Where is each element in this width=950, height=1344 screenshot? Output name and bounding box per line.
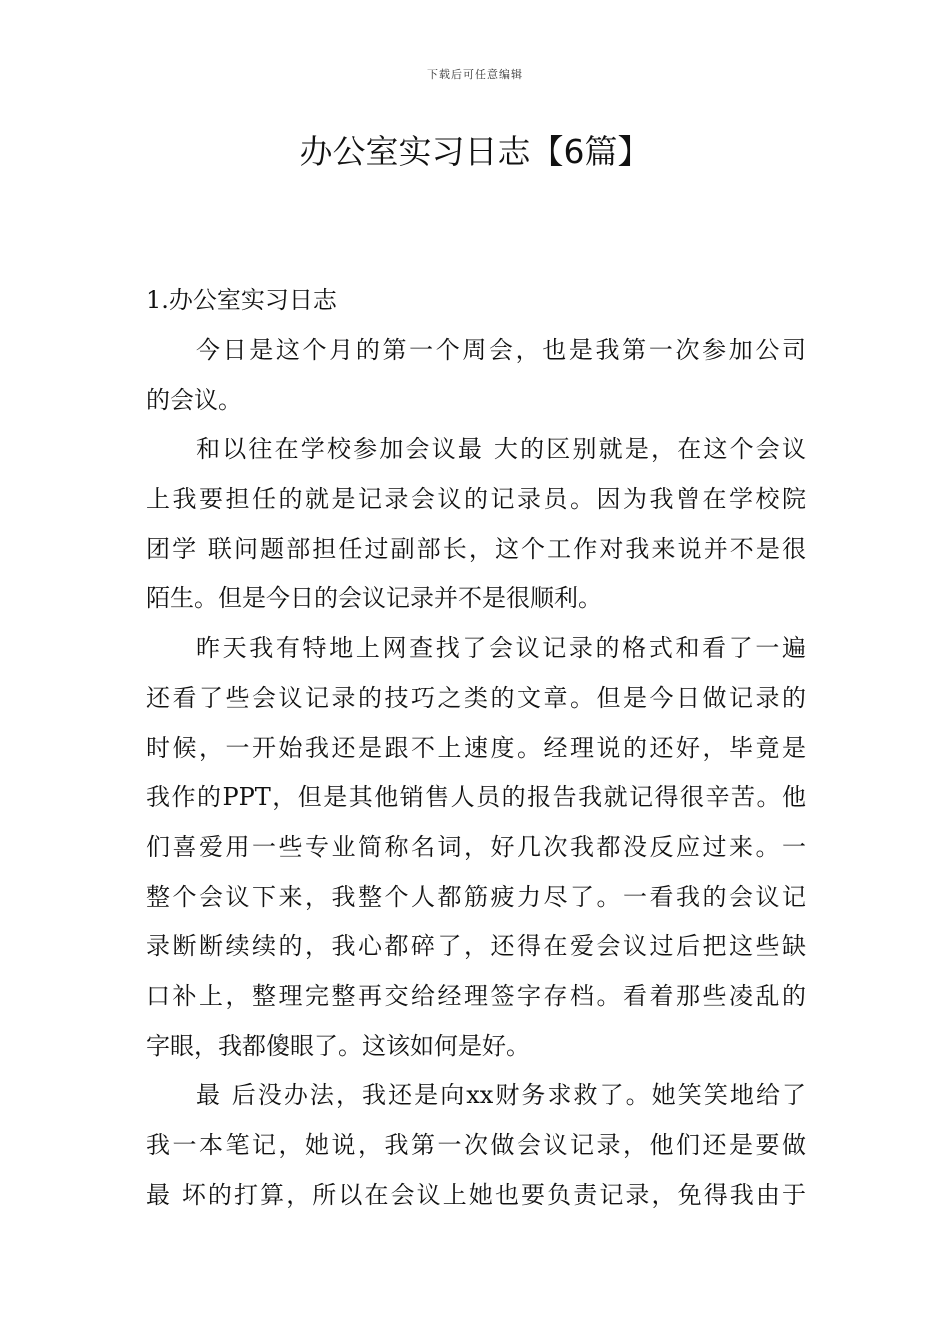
paragraph-1 [146,330,806,420]
paragraph-line: 最 后没办法，我还是向xx财务求救了。她笑笑地给了 [196,1081,806,1110]
paragraph-4 [146,1075,806,1214]
document-title: 办公室实习日志【6篇】 [299,132,651,171]
paragraph-line: 我一本笔记，她说，我第一次做会议记录，他们还是要做 [146,1131,806,1159]
paragraph-line: 时候，一开始我还是跟不上速度。经理说的还好，毕竟是 [146,733,806,762]
paragraph-2 [146,429,806,618]
document-body [146,280,806,1224]
paragraph-line: 的会议。 [146,385,242,414]
paragraph-line: 还看了些会议记录的技巧之类的文章。但是今日做记录的 [146,683,806,712]
page-header-note: 下载后可任意编辑 [427,68,523,81]
paragraph-line: 团学 联问题部担任过副部长，这个工作对我来说并不是很 [146,534,806,563]
paragraph-line: 字眼，我都傻眼了。这该如何是好。 [146,1031,530,1060]
paragraph-line: 我作的PPT，但是其他销售人员的报告我就记得很辛苦。他 [146,783,806,812]
paragraph-3 [146,628,806,1066]
paragraph-line: 和以往在学校参加会议最 大的区别就是，在这个会议 [196,435,806,464]
paragraph-line: 陌生。但是今日的会议记录并不是很顺利。 [146,584,602,613]
paragraph-line: 口补上，整理完整再交给经理签字存档。看着那些凌乱的 [146,981,806,1010]
section-heading: 1.办公室实习日志 [146,286,337,314]
paragraph-line: 录断断续续的，我心都碎了，还得在爱会议过后把这些缺 [146,932,806,961]
paragraph-line: 今日是这个月的第一个周会，也是我第一次参加公司 [196,336,806,364]
paragraph-line: 昨天我有特地上网查找了会议记录的格式和看了一遍 [196,634,806,663]
paragraph-line: 整个会议下来，我整个人都筋疲力尽了。一看我的会议记 [146,882,806,911]
paragraph-line: 最 坏的打算，所以在会议上她也要负责记录，免得我由于 [146,1180,806,1209]
paragraph-line: 上我要担任的就是记录会议的记录员。因为我曾在学校院 [146,485,806,514]
paragraph-line: 们喜爱用一些专业简称名词，好几次我都没反应过来。一 [146,832,806,861]
